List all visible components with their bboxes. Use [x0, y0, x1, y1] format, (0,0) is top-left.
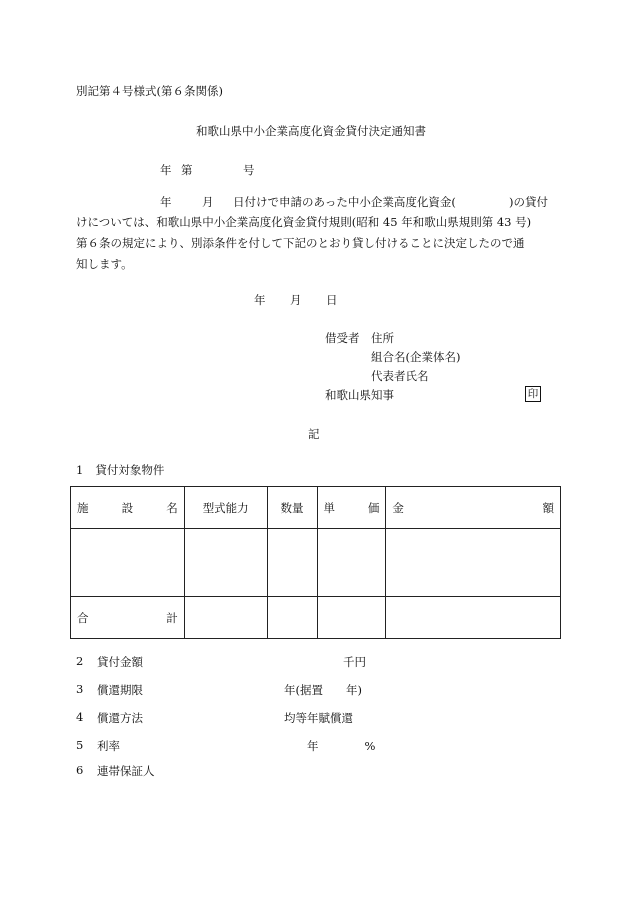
total-unit-price — [317, 597, 386, 639]
header-model: 型式能力 — [184, 487, 267, 529]
governor-name: 和歌山県知事 — [325, 388, 394, 402]
ki-heading: 記 — [308, 427, 320, 441]
header-facility: 施 設 名 — [71, 487, 185, 529]
total-label: 合 計 — [71, 597, 185, 639]
item-3-label: 償還期限 — [97, 683, 143, 697]
total-model — [184, 597, 267, 639]
doc-number-dai: 第 — [181, 163, 193, 177]
item-6-number: 6 — [76, 763, 84, 777]
body-line-4: 知します。 — [76, 257, 133, 271]
header-qty: 数量 — [267, 487, 317, 529]
table-header-row — [71, 487, 561, 529]
cell-unit-price — [317, 529, 386, 597]
body-line-2: けについては、和歌山県中小企業高度化資金貸付規則(昭和 45 年和歌山県規則第 43 号) — [76, 215, 532, 229]
date-month: 月 — [290, 293, 302, 307]
date-year: 年 — [254, 293, 266, 307]
borrower-address-label: 住所 — [371, 331, 394, 345]
section-1-number: 1 — [76, 463, 84, 477]
seal-mark: 印 — [525, 386, 541, 402]
body-close: )の貸付 — [509, 195, 548, 209]
date-day: 日 — [326, 293, 338, 307]
total-qty — [267, 597, 317, 639]
cell-facility — [71, 529, 185, 597]
item-5-label: 利率 — [97, 739, 120, 753]
total-amount — [386, 597, 561, 639]
section-1-heading — [76, 462, 164, 478]
item-6-label: 連帯保証人 — [97, 764, 155, 778]
borrower-rep-label: 代表者氏名 — [371, 369, 429, 383]
item-4-value: 均等年賦償還 — [284, 711, 353, 725]
item-3-value: 年(据置 年) — [284, 683, 362, 697]
section-1-label: 貸付対象物件 — [95, 463, 165, 477]
form-label: 別記第４号様式(第６条関係) — [76, 84, 223, 98]
item-2-number: 2 — [76, 654, 84, 668]
borrower-org-label: 組合名(企業体名) — [371, 350, 461, 364]
item-2-value: 千円 — [343, 655, 366, 669]
item-5-number: 5 — [76, 738, 84, 752]
items-table — [70, 486, 561, 639]
header-amount: 金 額 — [386, 487, 561, 529]
doc-number-year: 年 — [160, 163, 172, 177]
item-5-value: 年 % — [307, 739, 376, 753]
item-4-number: 4 — [76, 710, 84, 724]
body-line-3: 第６条の規定により、別添条件を付して下記のとおり貸し付けることに決定したので通 — [76, 236, 525, 250]
table-total-row — [71, 597, 561, 639]
body-day-text: 日付けで申請のあった中小企業高度化資金( — [233, 195, 456, 209]
doc-number-go: 号 — [243, 163, 255, 177]
cell-amount — [386, 529, 561, 597]
item-4-label: 償還方法 — [97, 711, 143, 725]
borrower-label: 借受者 — [325, 331, 360, 345]
cell-qty — [267, 529, 317, 597]
body-month: 月 — [202, 195, 214, 209]
document-title: 和歌山県中小企業高度化資金貸付決定通知書 — [196, 124, 426, 138]
table-row — [71, 529, 561, 597]
item-2-label: 貸付金額 — [97, 655, 143, 669]
cell-model — [184, 529, 267, 597]
header-unit-price: 単 価 — [317, 487, 386, 529]
item-3-number: 3 — [76, 682, 84, 696]
body-year: 年 — [160, 195, 172, 209]
